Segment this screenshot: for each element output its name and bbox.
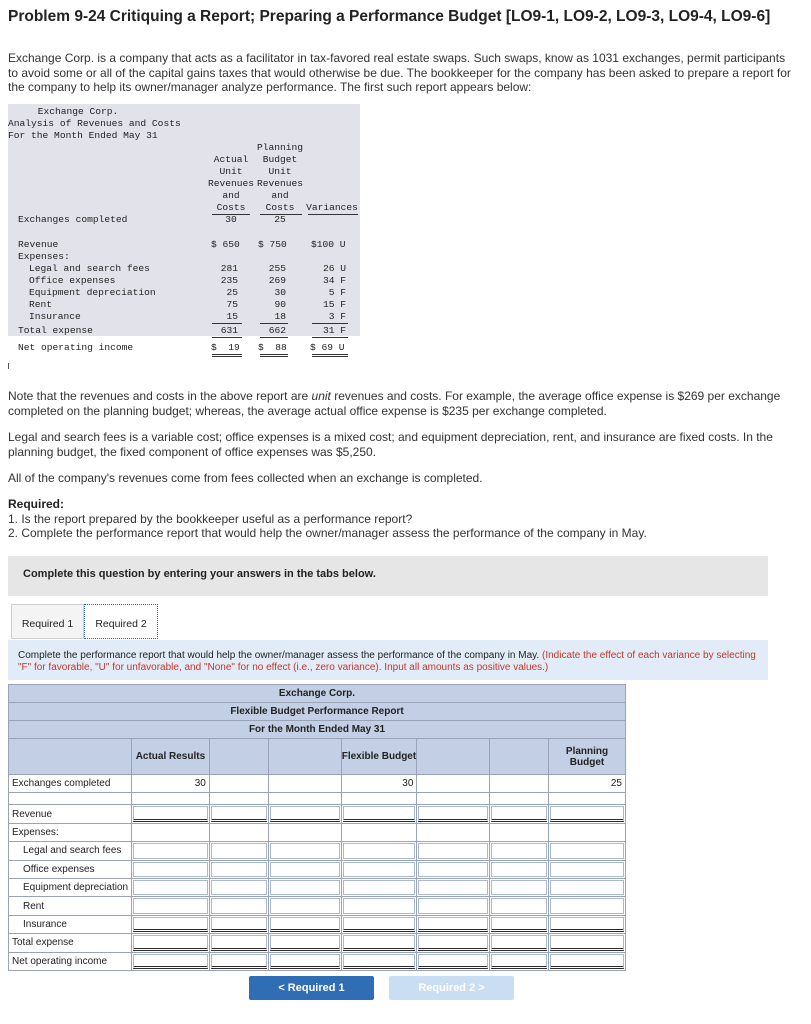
report-col-actual-3: and (222, 190, 240, 201)
perf-row-label: Equipment depreciation (9, 878, 132, 896)
note-revenue-source: All of the company's revenues come from fees collected when an exchange is completed. (8, 471, 483, 485)
perf-col-flexible: Flexible Budget (341, 739, 417, 775)
report-row-label: Expenses: (18, 251, 70, 262)
note-unit-costs: Note that the revenues and costs in the above report are unit revenues and costs. For example, the average office expense is $269 per exchange completed on the planning budget; whereas, the average actual office expense is $235 per exchange completed. (8, 389, 781, 418)
report-row-actual: $ 19 (211, 342, 240, 353)
report-row-planning: 90 (274, 299, 286, 310)
perf-exchanges-flexible: 30 (341, 775, 417, 793)
report-row-variance: 3 F (328, 311, 346, 322)
report-row-planning: 662 (268, 325, 286, 336)
perf-row-label: Total expense (9, 934, 132, 952)
report-exchanges-label: Exchanges completed (18, 214, 128, 225)
report-row-actual: 15 (226, 311, 238, 322)
amount-input[interactable] (341, 842, 417, 860)
tab-required-1[interactable]: Required 1 (11, 604, 84, 639)
report-row-actual: $ 650 (211, 239, 240, 250)
report-row-label: Office expenses (29, 275, 116, 286)
variance-type-select[interactable] (268, 897, 341, 915)
perf-row-label: Insurance (9, 915, 132, 933)
report-row-variance: 26 U (322, 263, 346, 274)
amount-input[interactable] (341, 897, 417, 915)
report-exchanges-actual: 30 (225, 214, 237, 225)
perf-col-variance-1[interactable] (209, 739, 268, 775)
variance-input[interactable] (209, 860, 268, 878)
variance-input[interactable] (209, 934, 268, 952)
intro-paragraph: Exchange Corp. is a company that acts as a facilitator in tax-favored real estate swaps. Such swaps, know as 1031 exchanges, permit participants to avoid some or all of the capital gains taxes that would otherwise be due. The bookkeeper for the company has been asked to prepare a report for the company to help its owner/manager analyze performance. The first such report appears below: (8, 51, 791, 94)
note-cost-behavior: Legal and search fees is a variable cost; office expenses is a mixed cost; and equipment depreciation, rent, and insurance are fixed costs. In the planning budget, the fixed component of office expenses was $5,250. (8, 430, 773, 459)
amount-input[interactable] (131, 897, 209, 915)
variance-input[interactable] (417, 860, 490, 878)
perf-exchanges-planning: 25 (549, 775, 626, 793)
variance-input[interactable] (417, 805, 490, 823)
amount-input[interactable] (131, 934, 209, 952)
variance-type-select[interactable] (268, 805, 341, 823)
perf-company: Exchange Corp. (9, 685, 626, 703)
tab-instructions: Complete the performance report that would help the owner/manager assess the performance of the company in May. (Indicate the effect of each variance by selecting "F" for favorable, "U" for unfavorable, and "None" for no effect (i.e., zero variance). Input all amounts as positive values.) (8, 640, 768, 680)
report-row-variance: 34 F (322, 275, 346, 286)
variance-input[interactable] (209, 915, 268, 933)
variance-input[interactable] (209, 805, 268, 823)
amount-input[interactable] (549, 878, 626, 896)
amount-input[interactable] (341, 878, 417, 896)
report-row-planning: 269 (268, 275, 286, 286)
perf-row-label: Rent (9, 897, 132, 915)
variance-type-select[interactable] (268, 842, 341, 860)
input-cell[interactable] (490, 775, 549, 793)
report-col-planning-1: Budget (262, 154, 298, 165)
variance-type-select[interactable] (490, 915, 549, 933)
variance-type-select[interactable] (490, 842, 549, 860)
report-col-actual-2: Revenues (207, 178, 255, 189)
report-row-variance: $100 U (311, 239, 346, 250)
variance-type-select[interactable] (490, 860, 549, 878)
report-row-planning: 18 (274, 311, 286, 322)
amount-input[interactable] (131, 878, 209, 896)
report-subtitle: Analysis of Revenues and Costs (8, 118, 181, 129)
required-heading: Required: (8, 497, 65, 511)
perf-header-label (9, 739, 132, 775)
report-col-planning-0: Planning (256, 142, 304, 153)
report-col-actual-4: Costs (216, 202, 246, 213)
variance-type-select[interactable] (490, 805, 549, 823)
report-row-planning: 30 (274, 287, 286, 298)
perf-row-label: Revenue (9, 805, 132, 823)
report-row-label: Rent (29, 299, 53, 310)
variance-input[interactable] (209, 952, 268, 970)
amount-input[interactable] (549, 952, 626, 970)
variance-type-select[interactable] (490, 878, 549, 896)
report-col-actual-0: Actual (213, 154, 249, 165)
variance-type-select[interactable] (268, 878, 341, 896)
amount-input[interactable] (341, 860, 417, 878)
amount-input[interactable] (549, 897, 626, 915)
report-row-variance: 15 F (322, 299, 346, 310)
variance-input[interactable] (417, 934, 490, 952)
perf-exchanges-label: Exchanges completed (9, 775, 132, 793)
required-item-1: 1. Is the report prepared by the bookkeeper useful as a performance report? (8, 512, 413, 526)
problem-title: Problem 9-24 Critiquing a Report; Preparing a Performance Budget [LO9-1, LO9-2, LO9-3, LO9-4, LO9-6] (8, 8, 771, 25)
report-row-label: Equipment depreciation (29, 287, 156, 298)
amount-input[interactable] (549, 842, 626, 860)
report-row-variance: 5 F (328, 287, 346, 298)
amount-input[interactable] (549, 934, 626, 952)
variance-type-select[interactable] (490, 934, 549, 952)
variance-input[interactable] (417, 878, 490, 896)
input-cell[interactable] (417, 775, 490, 793)
next-required-2-button[interactable]: Required 2 > (389, 976, 514, 1000)
perf-col-actual: Actual Results (131, 739, 209, 775)
report-row-actual: 281 (220, 263, 238, 274)
variance-type-select[interactable] (490, 952, 549, 970)
variance-input[interactable] (209, 897, 268, 915)
amount-input[interactable] (131, 915, 209, 933)
report-col-actual-1: Unit (219, 166, 243, 177)
report-row-variance: $ 69 U (310, 342, 345, 353)
amount-input[interactable] (549, 915, 626, 933)
report-col-planning-4: and (271, 190, 289, 201)
variance-input[interactable] (417, 897, 490, 915)
report-row-planning: $ 750 (258, 239, 287, 250)
report-col-planning-3: Revenues (256, 178, 304, 189)
report-company: Exchange Corp. (37, 106, 119, 117)
variance-type-select[interactable] (490, 897, 549, 915)
report-period: For the Month Ended May 31 (8, 130, 158, 141)
report-row-actual: 75 (226, 299, 238, 310)
report-row-planning: 255 (268, 263, 286, 274)
report-row-actual: 631 (220, 325, 238, 336)
report-exchanges-planning: 25 (274, 214, 286, 225)
variance-input[interactable] (417, 842, 490, 860)
amount-input[interactable] (341, 952, 417, 970)
perf-row-label: Legal and search fees (9, 842, 132, 860)
perf-col-variance-1-type[interactable] (268, 739, 341, 775)
variance-input[interactable] (417, 915, 490, 933)
tab-required-2[interactable]: Required 2 (84, 604, 158, 639)
variance-input[interactable] (209, 878, 268, 896)
report-row-label: Revenue (18, 239, 59, 250)
variance-input[interactable] (209, 842, 268, 860)
instructions-banner: Complete this question by entering your answers in the tabs below. (8, 556, 768, 596)
variance-type-select[interactable] (268, 952, 341, 970)
report-col-planning-2: Unit (268, 166, 292, 177)
variance-type-select[interactable] (268, 860, 341, 878)
perf-row-label: Expenses: (9, 823, 132, 841)
perf-row-label: Office expenses (9, 860, 132, 878)
amount-input[interactable] (341, 934, 417, 952)
actual-revenue-input[interactable] (131, 805, 209, 823)
prev-required-1-button[interactable]: < Required 1 (249, 976, 374, 1000)
variance-type-select[interactable] (268, 915, 341, 933)
variance-input[interactable] (417, 952, 490, 970)
report-row-label: Net operating income (18, 342, 134, 353)
input-cell[interactable] (209, 775, 268, 793)
report-row-actual: 235 (220, 275, 238, 286)
report-row-actual: 25 (226, 287, 238, 298)
performance-report-table (8, 684, 626, 971)
perf-period: For the Month Ended May 31 (9, 721, 626, 739)
input-cell[interactable] (268, 775, 341, 793)
perf-col-planning: Planning Budget (549, 739, 626, 775)
required-item-2: 2. Complete the performance report that would help the owner/manager assess the performance of the company in May. (8, 526, 647, 540)
amount-input[interactable] (341, 915, 417, 933)
report-col-variances: Variances (306, 202, 358, 213)
report-col-planning-5: Costs (265, 202, 295, 213)
report-row-label: Total expense (18, 325, 93, 336)
perf-col-variance-2-type[interactable] (490, 739, 549, 775)
variance-type-select[interactable] (268, 934, 341, 952)
amount-input[interactable] (131, 952, 209, 970)
flexible-revenue-input[interactable] (341, 805, 417, 823)
planning-revenue-input[interactable] (549, 805, 626, 823)
report-row-variance: 31 F (322, 325, 346, 336)
report-row-label: Insurance (29, 311, 81, 322)
perf-col-variance-2[interactable] (417, 739, 490, 775)
bookkeeper-report (8, 104, 360, 356)
amount-input[interactable] (549, 860, 626, 878)
perf-exchanges-actual: 30 (131, 775, 209, 793)
perf-title: Flexible Budget Performance Report (9, 703, 626, 721)
amount-input[interactable] (131, 860, 209, 878)
amount-input[interactable] (131, 842, 209, 860)
perf-row-label: Net operating income (9, 952, 132, 970)
report-row-label: Legal and search fees (29, 263, 150, 274)
resize-handle (8, 363, 9, 369)
report-row-planning: $ 88 (258, 342, 287, 353)
